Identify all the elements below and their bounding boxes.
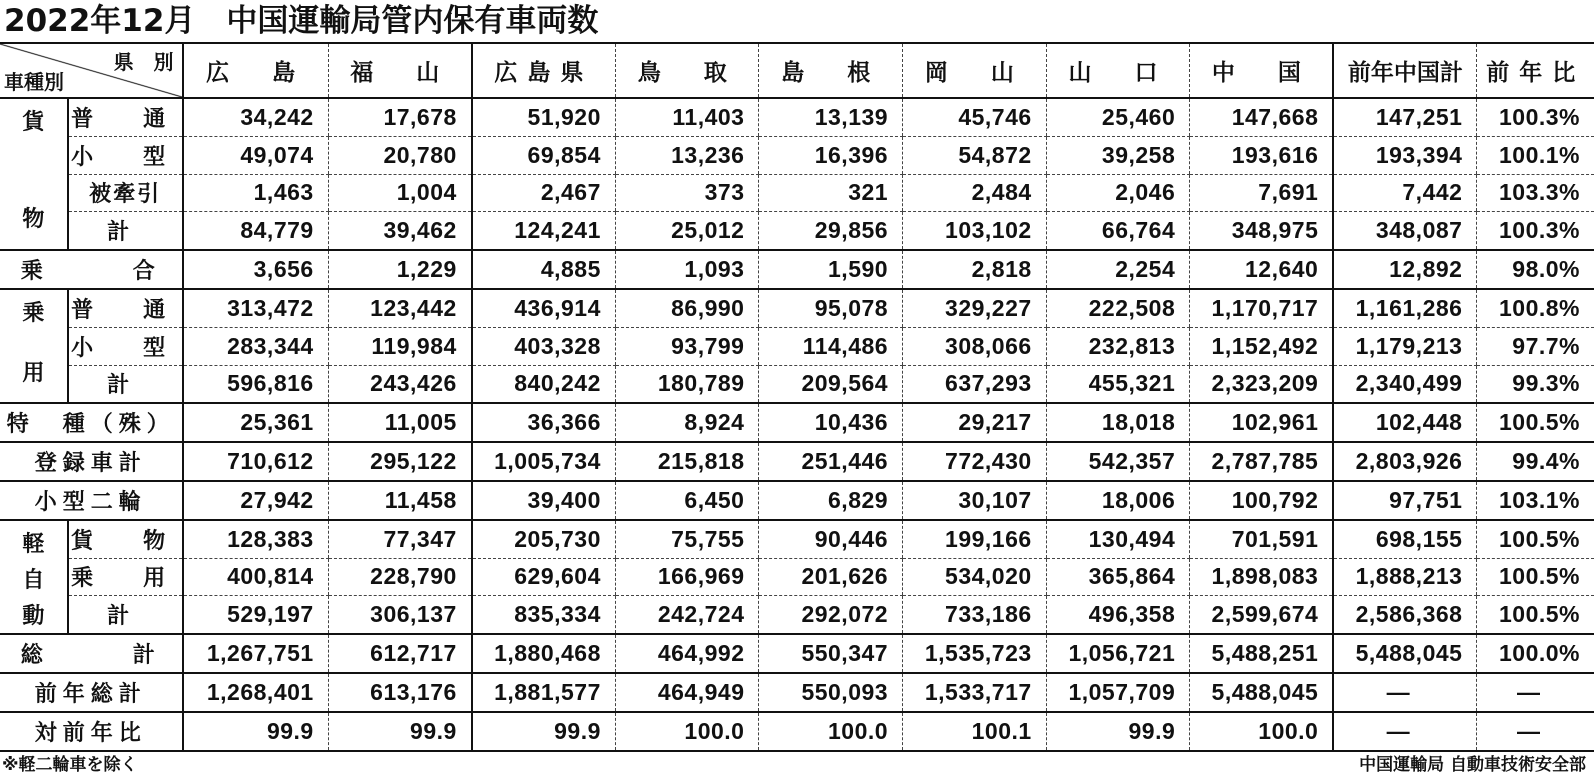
group-char: 自 (22, 567, 45, 593)
table-cell: 292,072 (759, 596, 903, 634)
table-cell: 313,472 (183, 289, 329, 327)
row-label: 普 通 (68, 98, 183, 136)
table-cell: 25,460 (1046, 98, 1190, 136)
table-cell: 99.3% (1477, 365, 1594, 403)
group-char: 軽 (22, 531, 45, 557)
table-cell: 840,242 (472, 365, 616, 403)
group-char: 用 (22, 361, 45, 387)
group-label-passenger (0, 289, 68, 403)
table-cell: 701,591 (1190, 520, 1334, 558)
table-row (0, 712, 1594, 751)
table-row (0, 520, 1594, 558)
table-cell: 99.9 (183, 712, 329, 751)
table-cell: 1,170,717 (1190, 289, 1334, 327)
vehicle-stats-table (0, 42, 1594, 752)
table-cell: 7,691 (1190, 174, 1334, 212)
row-label: 乗 用 (68, 558, 183, 596)
table-cell: 1,057,709 (1046, 673, 1190, 712)
table-cell: 16,396 (759, 136, 903, 174)
table-cell: 20,780 (328, 136, 472, 174)
table-cell: 17,678 (328, 98, 472, 136)
table-row (0, 365, 1594, 403)
table-cell: 733,186 (903, 596, 1047, 634)
row-label: 特 種（殊） (0, 403, 183, 442)
table-cell: 114,486 (759, 327, 903, 365)
table-row (0, 403, 1594, 442)
table-cell: 69,854 (472, 136, 616, 174)
table-cell: 209,564 (759, 365, 903, 403)
table-cell: 100.3% (1477, 212, 1594, 250)
table-cell: 436,914 (472, 289, 616, 327)
table-cell: 45,746 (903, 98, 1047, 136)
footnote: ※軽二輪車を除く (2, 755, 138, 775)
table-row (0, 98, 1594, 136)
table-cell: 2,484 (903, 174, 1047, 212)
table-cell: 100.0 (1190, 712, 1334, 751)
table-cell: 251,446 (759, 442, 903, 481)
table-cell: 5,488,251 (1190, 634, 1334, 673)
table-cell: 39,400 (472, 481, 616, 520)
table-cell: 199,166 (903, 520, 1047, 558)
table-cell: 12,892 (1333, 250, 1477, 289)
table-row (0, 596, 1594, 634)
table-cell: 835,334 (472, 596, 616, 634)
table-cell: 232,813 (1046, 327, 1190, 365)
table-cell: 12,640 (1190, 250, 1334, 289)
table-cell: 180,789 (615, 365, 759, 403)
row-label: 計 (68, 212, 183, 250)
table-cell: 103.3% (1477, 174, 1594, 212)
table-cell: 2,818 (903, 250, 1047, 289)
row-label: 登録車計 (0, 442, 183, 481)
header-corner (0, 43, 183, 98)
table-cell: 18,018 (1046, 403, 1190, 442)
table-cell: 243,426 (328, 365, 472, 403)
table-cell: 529,197 (183, 596, 329, 634)
table-row (0, 174, 1594, 212)
table-cell: 329,227 (903, 289, 1047, 327)
table-cell: 100.0 (615, 712, 759, 751)
page-title: 2022年12月 中国運輸局管内保有車両数 (4, 3, 599, 39)
row-label: 総 計 (0, 634, 183, 673)
table-cell: 100.1 (903, 712, 1047, 751)
table-cell: — (1333, 673, 1477, 712)
table-cell: 1,229 (328, 250, 472, 289)
table-cell: 455,321 (1046, 365, 1190, 403)
table-cell: 18,006 (1046, 481, 1190, 520)
table-cell: 36,366 (472, 403, 616, 442)
table-cell: 1,004 (328, 174, 472, 212)
group-char: 乗 (22, 300, 45, 326)
table-cell: 215,818 (615, 442, 759, 481)
table-cell: 103.1% (1477, 481, 1594, 520)
column-header: 広 島 (183, 43, 329, 98)
table-cell: 2,787,785 (1190, 442, 1334, 481)
table-cell: 698,155 (1333, 520, 1477, 558)
table-cell: 66,764 (1046, 212, 1190, 250)
table-cell: 84,779 (183, 212, 329, 250)
table-cell: 8,924 (615, 403, 759, 442)
table-cell: 100,792 (1190, 481, 1334, 520)
table-cell: 100.3% (1477, 98, 1594, 136)
table-row (0, 673, 1594, 712)
table-cell: 29,217 (903, 403, 1047, 442)
table-cell: 1,590 (759, 250, 903, 289)
column-header: 福 山 (328, 43, 472, 98)
table-cell: 99.9 (472, 712, 616, 751)
table-cell: 3,656 (183, 250, 329, 289)
table-row (0, 481, 1594, 520)
table-cell: 550,093 (759, 673, 903, 712)
table-cell: 403,328 (472, 327, 616, 365)
column-header: 岡 山 (903, 43, 1047, 98)
table-cell: 321 (759, 174, 903, 212)
table-cell: 1,267,751 (183, 634, 329, 673)
table-cell: 306,137 (328, 596, 472, 634)
group-label-kei (0, 520, 68, 634)
table-cell: 308,066 (903, 327, 1047, 365)
column-header: 前年比 (1477, 43, 1594, 98)
table-cell: 100.0% (1477, 634, 1594, 673)
row-label: 乗 合 (0, 250, 183, 289)
row-label: 小 型 (68, 327, 183, 365)
table-cell: 365,864 (1046, 558, 1190, 596)
table-cell: 2,467 (472, 174, 616, 212)
table-cell: 496,358 (1046, 596, 1190, 634)
table-cell: 2,340,499 (1333, 365, 1477, 403)
header-row (0, 43, 1594, 98)
column-header: 前年中国計 (1333, 43, 1477, 98)
table-cell: 550,347 (759, 634, 903, 673)
table-cell: 11,005 (328, 403, 472, 442)
table-cell: 1,056,721 (1046, 634, 1190, 673)
table-row (0, 634, 1594, 673)
table-cell: 100.5% (1477, 558, 1594, 596)
table-cell: 2,323,209 (1190, 365, 1334, 403)
table-cell: 772,430 (903, 442, 1047, 481)
table-cell: 99.9 (328, 712, 472, 751)
table-cell: 98.0% (1477, 250, 1594, 289)
table-cell: 54,872 (903, 136, 1047, 174)
table-cell: 100.5% (1477, 403, 1594, 442)
column-header: 山 口 (1046, 43, 1190, 98)
table-cell: 2,599,674 (1190, 596, 1334, 634)
table-cell: 27,942 (183, 481, 329, 520)
group-char: 動 (22, 603, 45, 629)
column-header: 島 根 (759, 43, 903, 98)
table-cell: 4,885 (472, 250, 616, 289)
table-row (0, 136, 1594, 174)
table-row (0, 558, 1594, 596)
row-label: 計 (68, 365, 183, 403)
table-cell: 11,403 (615, 98, 759, 136)
table-cell: 90,446 (759, 520, 903, 558)
row-label: 小型二輪 (0, 481, 183, 520)
table-cell: 637,293 (903, 365, 1047, 403)
table-cell: 95,078 (759, 289, 903, 327)
table-cell: 2,046 (1046, 174, 1190, 212)
table-cell: 147,668 (1190, 98, 1334, 136)
table-cell: 100.5% (1477, 596, 1594, 634)
table-cell: 2,254 (1046, 250, 1190, 289)
table-cell: 193,616 (1190, 136, 1334, 174)
table-cell: 348,975 (1190, 212, 1334, 250)
table-cell: 13,139 (759, 98, 903, 136)
table-cell: 1,888,213 (1333, 558, 1477, 596)
table-row (0, 250, 1594, 289)
table-cell: — (1477, 673, 1594, 712)
table-cell: 2,586,368 (1333, 596, 1477, 634)
table-cell: 100.5% (1477, 520, 1594, 558)
table-cell: 1,881,577 (472, 673, 616, 712)
table-cell: 222,508 (1046, 289, 1190, 327)
column-header: 広島県 (472, 43, 616, 98)
table-cell: 29,856 (759, 212, 903, 250)
table-row (0, 289, 1594, 327)
table-cell: 629,604 (472, 558, 616, 596)
table-cell: 75,755 (615, 520, 759, 558)
table-cell: 613,176 (328, 673, 472, 712)
table-cell: 1,005,734 (472, 442, 616, 481)
group-char: 物 (22, 207, 45, 233)
table-cell: 1,535,723 (903, 634, 1047, 673)
table-cell: 1,093 (615, 250, 759, 289)
corner-vehicle-type-label: 車種別 (4, 70, 64, 94)
table-cell: — (1477, 712, 1594, 751)
table-cell: 147,251 (1333, 98, 1477, 136)
table-cell: 193,394 (1333, 136, 1477, 174)
table-cell: 97.7% (1477, 327, 1594, 365)
table-cell: 30,107 (903, 481, 1047, 520)
table-cell: 373 (615, 174, 759, 212)
row-label: 被牽引 (68, 174, 183, 212)
table-cell: 166,969 (615, 558, 759, 596)
table-cell: 100.0 (759, 712, 903, 751)
column-header: 中 国 (1190, 43, 1334, 98)
table-cell: 228,790 (328, 558, 472, 596)
table-cell: 1,463 (183, 174, 329, 212)
table-cell: 103,102 (903, 212, 1047, 250)
table-cell: 464,949 (615, 673, 759, 712)
table-cell: 1,161,286 (1333, 289, 1477, 327)
table-cell: 128,383 (183, 520, 329, 558)
table-cell: 99.9 (1046, 712, 1190, 751)
table-row (0, 327, 1594, 365)
row-label: 小 型 (68, 136, 183, 174)
table-cell: 2,803,926 (1333, 442, 1477, 481)
table-cell: 400,814 (183, 558, 329, 596)
table-cell: 39,462 (328, 212, 472, 250)
table-cell: 205,730 (472, 520, 616, 558)
table-cell: 100.8% (1477, 289, 1594, 327)
table-cell: 1,179,213 (1333, 327, 1477, 365)
table-cell: 34,242 (183, 98, 329, 136)
table-cell: 295,122 (328, 442, 472, 481)
row-label: 普 通 (68, 289, 183, 327)
table-cell: 119,984 (328, 327, 472, 365)
table-cell: 102,961 (1190, 403, 1334, 442)
table-cell: 13,236 (615, 136, 759, 174)
table-cell: 10,436 (759, 403, 903, 442)
table-cell: 100.1% (1477, 136, 1594, 174)
table-cell: 123,442 (328, 289, 472, 327)
table-cell: 7,442 (1333, 174, 1477, 212)
source-credit: 中国運輸局 自動車技術安全部 (1359, 755, 1586, 775)
table-cell: 130,494 (1046, 520, 1190, 558)
table-cell: 11,458 (328, 481, 472, 520)
table-cell: 93,799 (615, 327, 759, 365)
table-cell: 77,347 (328, 520, 472, 558)
table-cell: 348,087 (1333, 212, 1477, 250)
group-char: 貨 (22, 110, 45, 135)
table-cell: 464,992 (615, 634, 759, 673)
table-cell: 5,488,045 (1190, 673, 1334, 712)
table-cell: 39,258 (1046, 136, 1190, 174)
table-cell: 542,357 (1046, 442, 1190, 481)
row-label: 対前年比 (0, 712, 183, 751)
table-cell: 612,717 (328, 634, 472, 673)
table-row (0, 442, 1594, 481)
table-cell: 6,829 (759, 481, 903, 520)
table-cell: 596,816 (183, 365, 329, 403)
table-cell: 25,361 (183, 403, 329, 442)
corner-prefecture-label: 県 別 (113, 50, 174, 74)
table-cell: 86,990 (615, 289, 759, 327)
table-cell: 710,612 (183, 442, 329, 481)
table-cell: 1,533,717 (903, 673, 1047, 712)
table-cell: 534,020 (903, 558, 1047, 596)
table-cell: 97,751 (1333, 481, 1477, 520)
table-cell: — (1333, 712, 1477, 751)
table-cell: 99.4% (1477, 442, 1594, 481)
table-cell: 201,626 (759, 558, 903, 596)
table-cell: 242,724 (615, 596, 759, 634)
table-cell: 1,152,492 (1190, 327, 1334, 365)
table-cell: 51,920 (472, 98, 616, 136)
row-label: 前年総計 (0, 673, 183, 712)
row-label: 計 (68, 596, 183, 634)
table-cell: 5,488,045 (1333, 634, 1477, 673)
table-row (0, 212, 1594, 250)
row-label: 貨 物 (68, 520, 183, 558)
table-cell: 102,448 (1333, 403, 1477, 442)
column-header: 鳥 取 (615, 43, 759, 98)
table-cell: 1,898,083 (1190, 558, 1334, 596)
table-cell: 124,241 (472, 212, 616, 250)
table-cell: 283,344 (183, 327, 329, 365)
table-cell: 1,880,468 (472, 634, 616, 673)
table-cell: 6,450 (615, 481, 759, 520)
group-label-cargo (0, 98, 68, 250)
table-cell: 25,012 (615, 212, 759, 250)
table-cell: 1,268,401 (183, 673, 329, 712)
table-cell: 49,074 (183, 136, 329, 174)
